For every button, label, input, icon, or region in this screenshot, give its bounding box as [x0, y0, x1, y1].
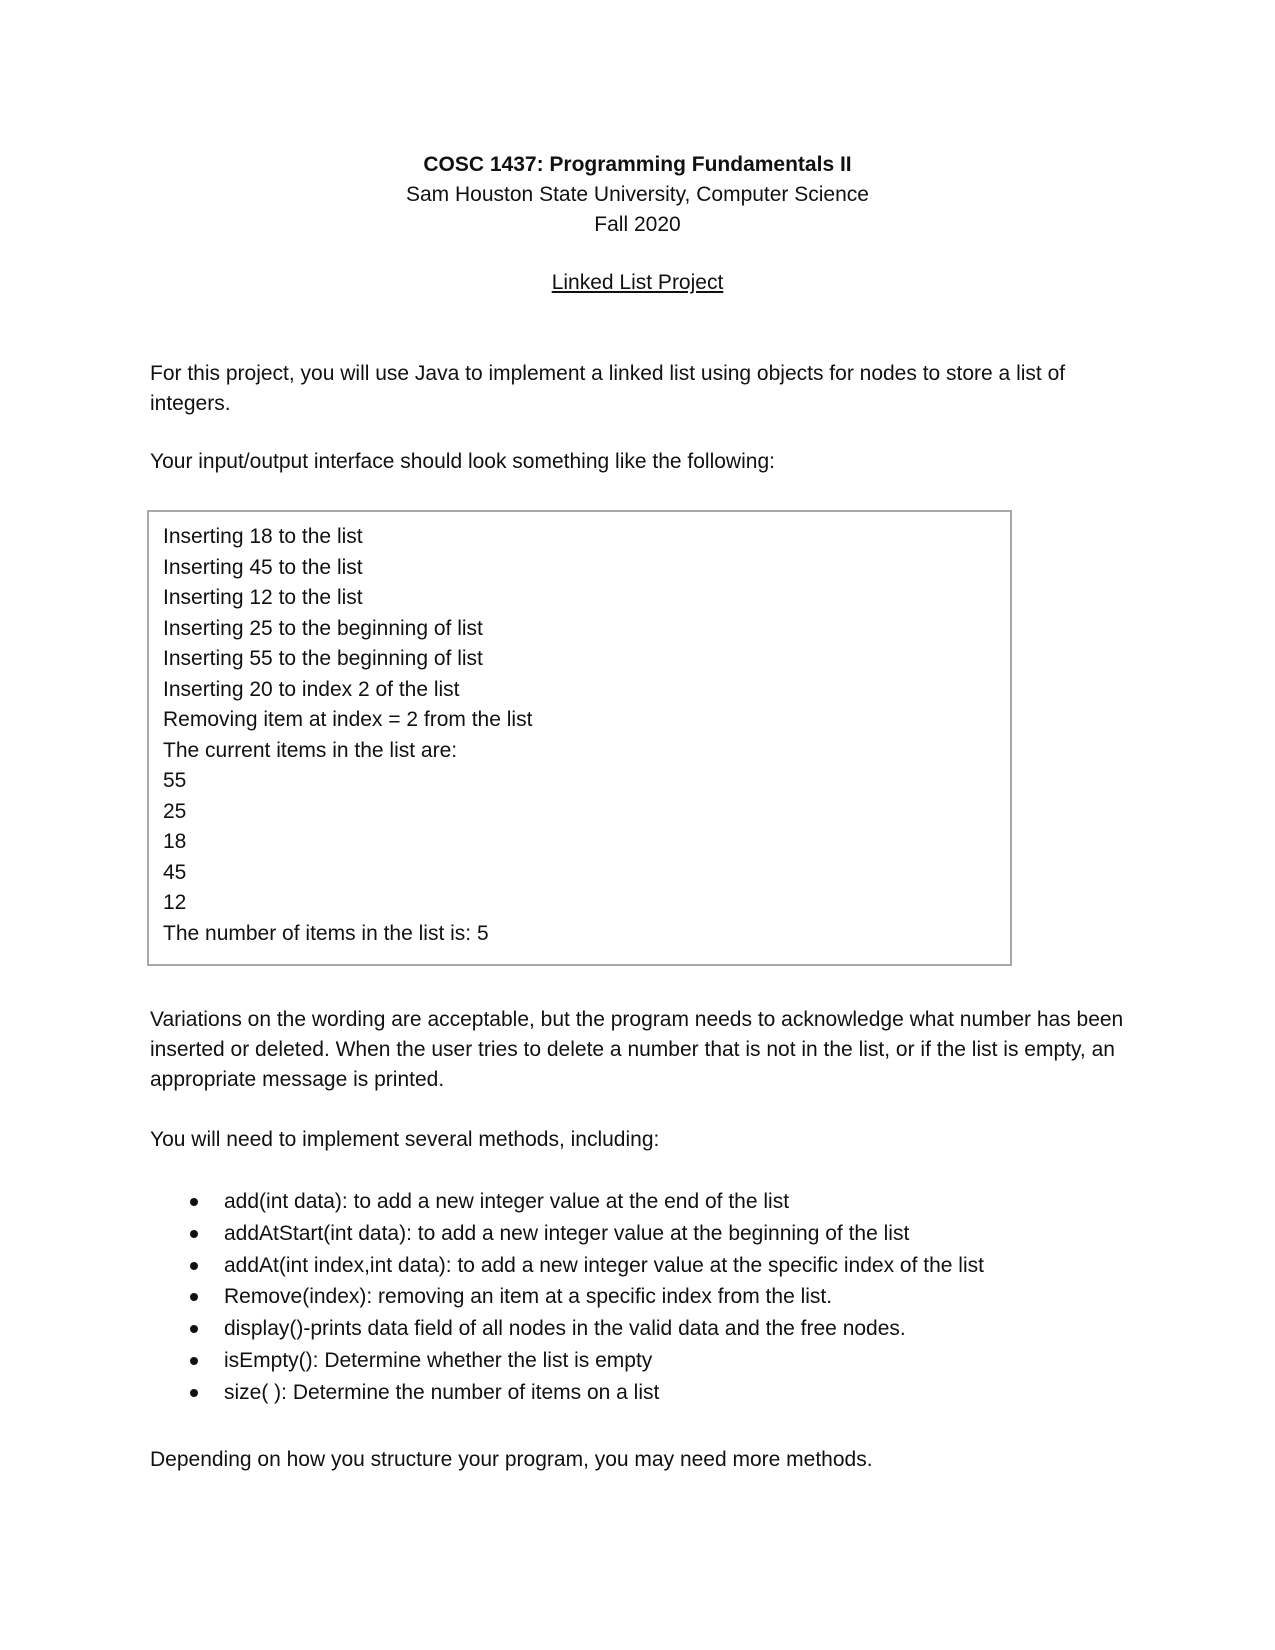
bullet-icon [190, 1198, 198, 1206]
method-list-item [150, 1313, 1150, 1345]
output-line: Inserting 12 to the list [163, 586, 363, 609]
output-line: 55 [163, 769, 187, 792]
bullet-icon [190, 1262, 198, 1270]
output-line: Inserting 45 to the list [163, 555, 363, 579]
project-title: Linked List Project [551, 271, 724, 294]
method-list-item [150, 1345, 1150, 1377]
term-line: Fall 2020 [594, 213, 681, 236]
method-description: addAtStart(int data): to add a new integer value at the beginning of the list [224, 1221, 910, 1245]
method-description: display()-prints data field of all nodes in the valid data and the free nodes. [224, 1317, 906, 1341]
method-list-item [150, 1281, 1150, 1313]
sample-output-box [147, 510, 1012, 966]
method-description: isEmpty(): Determine whether the list is empty [224, 1348, 653, 1372]
interface-lead-paragraph: Your input/output interface should look something like the following: [150, 450, 775, 473]
course-title: COSC 1437: Programming Fundamentals II [423, 153, 852, 176]
variations-paragraph: Variations on the wording are acceptable, but the program needs to acknowledge what number has been inserted or deleted. When the user tries to delete a number that is not in the list, or if the list is empty, an appropriate message is printed. [150, 1008, 1124, 1091]
intro-paragraph: For this project, you will use Java to implement a linked list using objects for nodes to store a list of integers. [150, 362, 1066, 415]
bullet-icon [190, 1325, 198, 1333]
method-description: add(int data): to add a new integer value at the end of the list [224, 1190, 790, 1213]
method-description: size( ): Determine the number of items on a list [224, 1380, 660, 1404]
bullet-icon [190, 1293, 198, 1301]
bullet-icon [190, 1230, 198, 1238]
output-line: 25 [163, 799, 187, 823]
output-line: The number of items in the list is: 5 [163, 921, 489, 945]
university-line: Sam Houston State University, Computer Science [406, 183, 869, 206]
output-line: Removing item at index = 2 from the list [163, 708, 533, 731]
bullet-icon [190, 1389, 198, 1397]
document-header [0, 150, 1275, 298]
output-line: Inserting 20 to index 2 of the list [163, 677, 460, 701]
output-line: 45 [163, 860, 187, 884]
closing-paragraph: Depending on how you structure your program, you may need more methods. [150, 1448, 873, 1471]
output-line: 18 [163, 830, 187, 853]
output-line: Inserting 18 to the list [163, 525, 363, 548]
bullet-icon [190, 1357, 198, 1365]
method-description: addAt(int index,int data): to add a new integer value at the specific index of the list [224, 1253, 984, 1277]
output-line: Inserting 55 to the beginning of list [163, 647, 483, 670]
output-line: 12 [163, 891, 187, 914]
output-line: Inserting 25 to the beginning of list [163, 616, 483, 640]
methods-lead-paragraph: You will need to implement several methods, including: [150, 1128, 660, 1151]
method-description: Remove(index): removing an item at a specific index from the list. [224, 1285, 833, 1309]
output-line: The current items in the list are: [163, 738, 458, 762]
method-list-item [150, 1250, 1150, 1282]
method-list-item [150, 1218, 1150, 1250]
method-list-item [150, 1186, 1150, 1218]
method-list-item [150, 1377, 1150, 1409]
methods-list [150, 1186, 1150, 1409]
